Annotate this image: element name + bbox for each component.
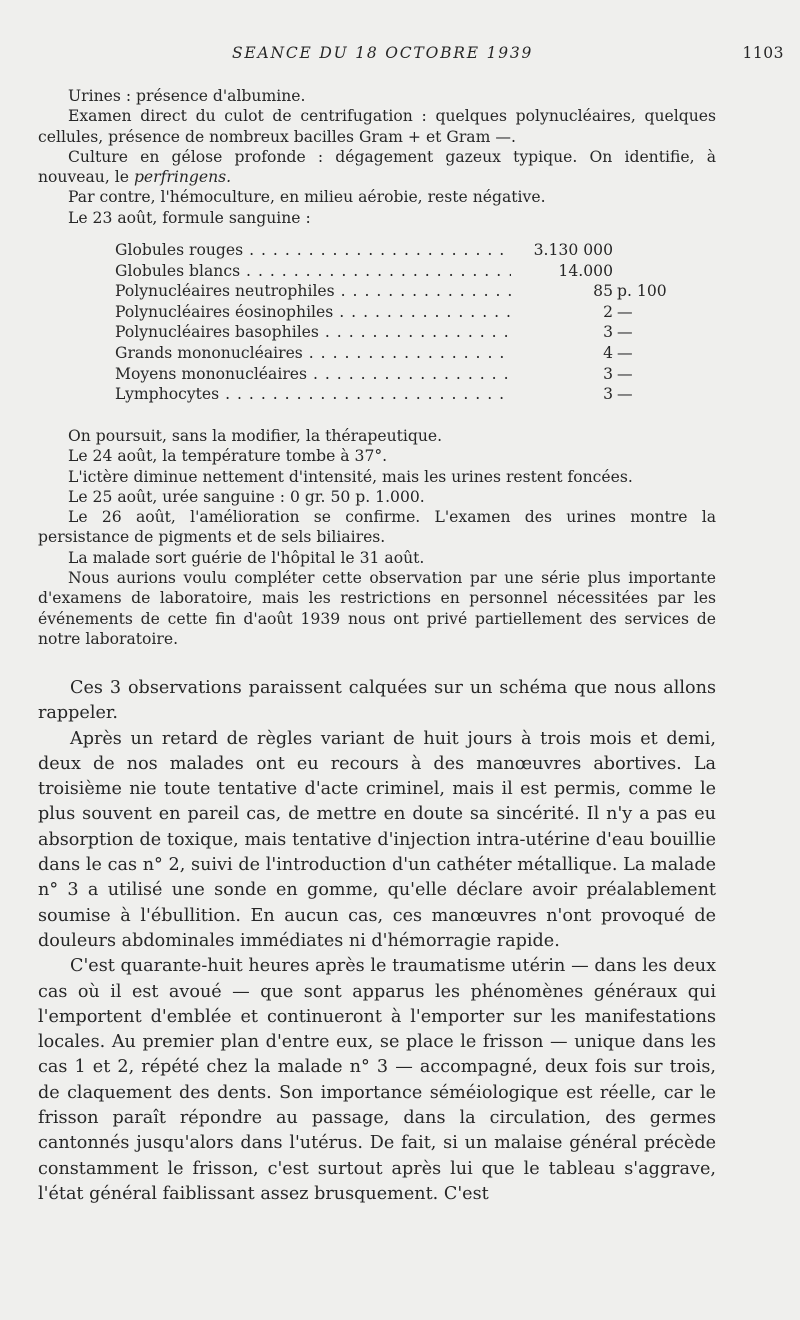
- table-row: [115, 384, 675, 405]
- text-run: Culture en gélose profonde : dégagement gazeux typique. On identifie, à nouveau, le: [38, 147, 716, 187]
- row-unit: —: [617, 343, 633, 362]
- row-label: Polynucléaires éosinophiles . . .: [115, 302, 511, 323]
- paragraph: Urines : présence d'albumine.: [68, 87, 306, 105]
- row-label: Globules blancs . . .: [115, 261, 511, 282]
- paragraph: Le 25 août, urée sanguine : 0 gr. 50 p. 1.000.: [68, 487, 425, 506]
- row-label: Grands mononucléaires . . .: [115, 343, 511, 364]
- row-value: 4: [603, 343, 613, 362]
- case-report-top: [38, 86, 716, 228]
- paragraph: C'est quarante-huit heures après le traumatisme utérin — dans les deux cas où il est avoué — que sont apparus les phénomènes généraux qui l'emportent d'emblée et continueront à l'emporter sur les manifestations locales. Au premier plan d'entre eux, se place le frisson — unique dans les cas 1 et 2, répété chez la malade n° 3 — accompagné, deux fois sur trois, de claquement des dents. Son importance séméiologique est réelle, car le frisson paraît répondre au passage, dans la circulation, des germes cantonnés jusqu'alors dans l'utérus. De fait, si un malaise général précède constamment le frisson, c'est surtout après lui que le tableau s'aggrave, l'état général faiblissant assez brusquement. C'est: [38, 956, 716, 1204]
- table-row: [115, 364, 675, 385]
- row-value: 3: [603, 323, 613, 342]
- paragraph: On poursuit, sans la modifier, la thérapeutique.: [68, 427, 443, 445]
- row-label: Polynucléaires basophiles . . .: [115, 322, 511, 343]
- table-row: [115, 302, 675, 323]
- table-row: [115, 343, 675, 364]
- paragraph: Le 23 août, formule sanguine :: [68, 208, 311, 227]
- row-value: 14.000: [558, 261, 613, 280]
- paragraph: Le 26 août, l'amélioration se confirme. L'examen des urines montre la persistance de pigments et de sels biliaires.: [38, 508, 716, 547]
- paragraph: Examen direct du culot de centrifugation : quelques polynucléaires, quelques cellules, présence de nombreux bacilles Gram + et Gram —.: [38, 107, 716, 146]
- table-row: [115, 240, 675, 261]
- running-title: SEANCE DU 18 OCTOBRE 1939: [232, 44, 534, 62]
- row-value: 2: [603, 302, 613, 321]
- paragraph: Le 24 août, la température tombe à 37°.: [68, 447, 388, 466]
- paragraph: L'ictère diminue nettement d'intensité, mais les urines restent foncées.: [68, 467, 633, 486]
- row-value: 3: [603, 385, 613, 404]
- blood-formula-table: [115, 240, 675, 405]
- row-unit: —: [617, 364, 633, 383]
- row-label: Moyens mononucléaires . . .: [115, 364, 511, 385]
- row-unit: —: [617, 323, 633, 342]
- row-label: Globules rouges . . .: [115, 240, 511, 261]
- row-unit: —: [617, 385, 633, 404]
- emphasis: perfringens.: [133, 168, 232, 187]
- row-value: 3: [603, 364, 613, 383]
- row-value: 3.130 000: [533, 241, 613, 259]
- paragraph: Nous aurions voulu compléter cette observation par une série plus importante d'examens de laboratoire, mais les restrictions en personnel nécessitées par les événements de cette fin d'août 1939 nous ont privé partiellement des services de notre laboratoire.: [38, 569, 716, 648]
- row-unit: p. 100: [617, 282, 667, 301]
- paragraph: Après un retard de règles variant de huit jours à trois mois et demi, deux de nos malades ont eu recours à des manœuvres abortives. La troisième nie toute tentative d'acte criminel, mais il est permis, comme le plus souvent en pareil cas, de mettre en doute sa sincérité. Il n'y a pas eu absorption de toxique, mais tentative d'injection intra-utérine d'eau bouillie dans le cas n° 2, suivi de l'introduction d'un cathéter métallique. La malade n° 3 a utilisé une sonde en gomme, qu'elle déclare avoir préalablement soumise à l'ébullition. En aucun cas, ces manœuvres n'ont provoqué de douleurs abdominales immédiates ni d'hémorragie rapide.: [38, 728, 716, 951]
- case-report-bottom: [38, 426, 716, 649]
- paragraph: [38, 147, 716, 188]
- row-label: Lymphocytes . . .: [115, 384, 511, 405]
- row-unit: —: [617, 302, 633, 321]
- row-label: Polynucléaires neutrophiles . . .: [115, 281, 511, 302]
- paragraph: Ces 3 observations paraissent calquées sur un schéma que nous allons rappeler.: [38, 678, 716, 724]
- main-text: [38, 676, 716, 1207]
- running-header: [36, 44, 784, 66]
- table-row: [115, 281, 675, 302]
- page-number: 1103: [742, 44, 784, 62]
- paragraph: Par contre, l'hémoculture, en milieu aérobie, reste négative.: [68, 188, 546, 207]
- table-row: [115, 261, 675, 282]
- table-row: [115, 322, 675, 343]
- row-value: 85: [593, 282, 613, 301]
- paragraph: La malade sort guérie de l'hôpital le 31 août.: [68, 548, 425, 567]
